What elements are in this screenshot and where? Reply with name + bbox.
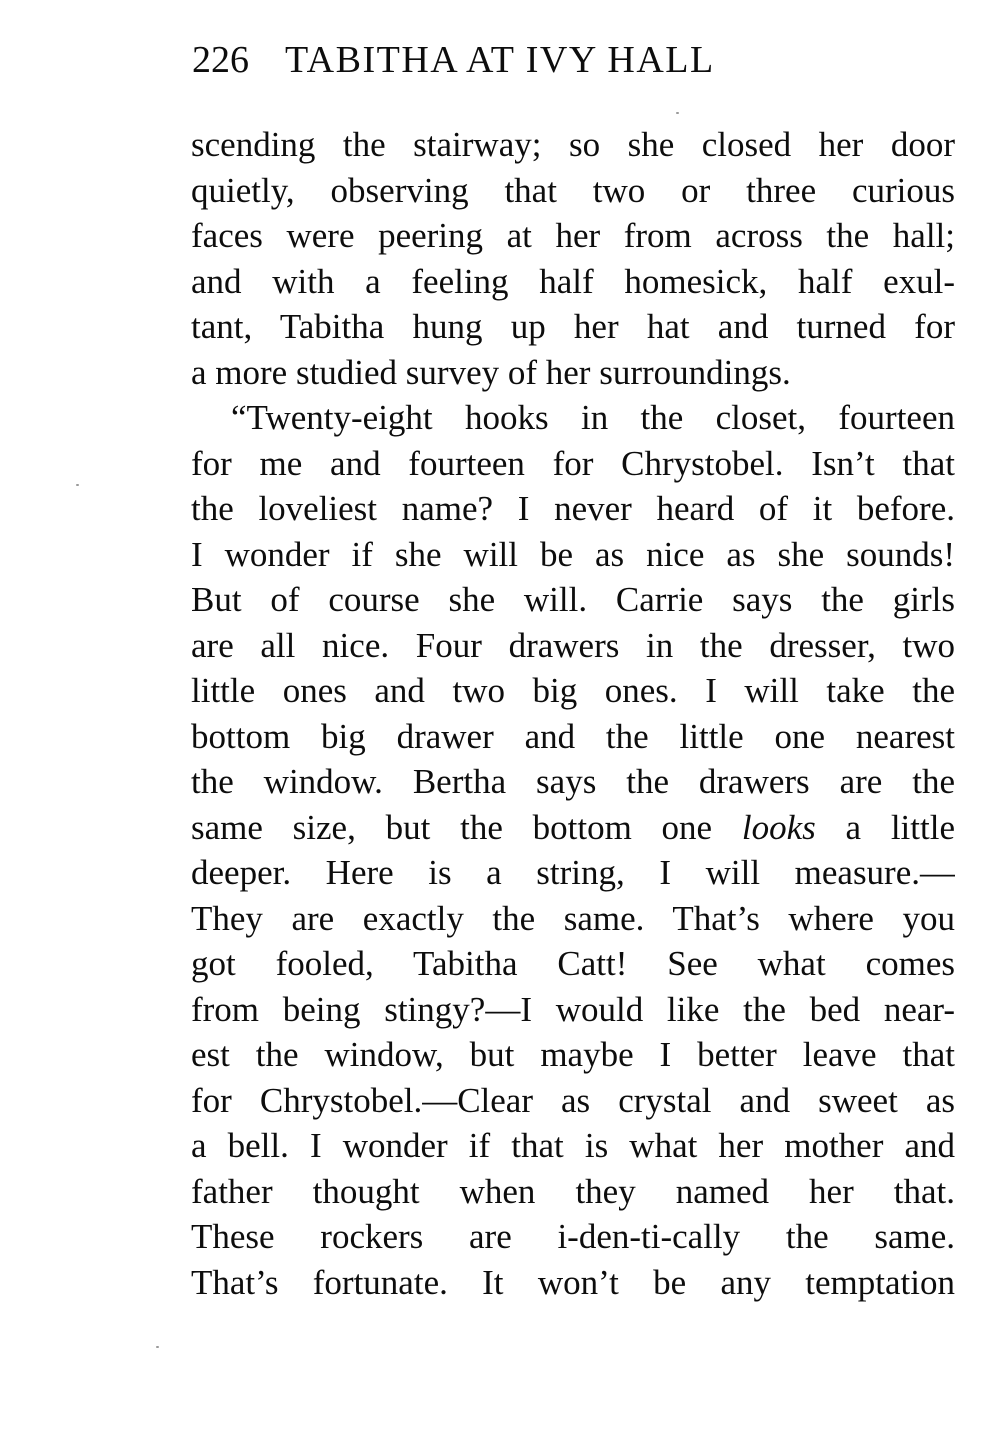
text-line: These rockers are i-den-ti-cally the same.	[191, 1217, 955, 1256]
text-line: from being stingy?—I would like the bed near-	[191, 989, 955, 1029]
page-body	[191, 122, 955, 1305]
text-line: But of course she will. Carrie says the girls	[191, 580, 955, 619]
text-line: a bell. I wonder if that is what her mother and	[191, 1126, 955, 1165]
running-header	[192, 34, 872, 86]
text-line-with-italic	[191, 805, 955, 851]
text-line: faces were peering at her from across the hall;	[191, 216, 955, 255]
text-line: est the window, but maybe I better leave that	[191, 1035, 955, 1074]
italic-word: looks	[741, 807, 816, 847]
text-line: quietly, observing that two or three curious	[191, 170, 955, 210]
scan-speck	[76, 484, 79, 486]
text-line: tant, Tabitha hung up her hat and turned for	[191, 307, 955, 346]
paragraph-2	[191, 395, 955, 1305]
text-segment: same size, but the bottom one	[191, 807, 713, 847]
text-line: the window. Bertha says the drawers are the	[191, 762, 955, 801]
text-line: They are exactly the same. That’s where you	[191, 898, 955, 938]
text-line: a more studied survey of her surroundings.	[191, 352, 791, 392]
scan-speck	[676, 112, 679, 114]
text-line: for Chrystobel.—Clear as crystal and sweet as	[191, 1080, 955, 1120]
text-line: “Twenty-eight hooks in the closet, fourteen	[231, 398, 955, 437]
text-line: scending the stairway; so she closed her door	[191, 125, 955, 164]
text-segment: a little	[845, 807, 955, 847]
text-line: father thought when they named her that.	[191, 1171, 955, 1211]
text-line: bottom big drawer and the little one nearest	[191, 716, 955, 756]
text-line: are all nice. Four drawers in the dresser, two	[191, 625, 955, 665]
text-line: for me and fourteen for Chrystobel. Isn’t that	[191, 443, 955, 483]
page-number: 226	[192, 39, 249, 81]
text-line: That’s fortunate. It won’t be any temptation	[191, 1262, 955, 1302]
text-line: little ones and two big ones. I will take the	[191, 671, 955, 710]
text-line: deeper. Here is a string, I will measure.—	[191, 853, 955, 892]
scan-speck	[156, 1346, 159, 1348]
text-line: got fooled, Tabitha Catt! See what comes	[191, 944, 955, 983]
running-title: TABITHA AT IVY HALL	[285, 39, 715, 81]
text-line: and with a feeling half homesick, half exul-	[191, 261, 955, 301]
text-line: I wonder if she will be as nice as she sounds!	[191, 534, 955, 574]
paragraph-1	[191, 122, 955, 395]
text-line: the loveliest name? I never heard of it before.	[191, 489, 955, 528]
